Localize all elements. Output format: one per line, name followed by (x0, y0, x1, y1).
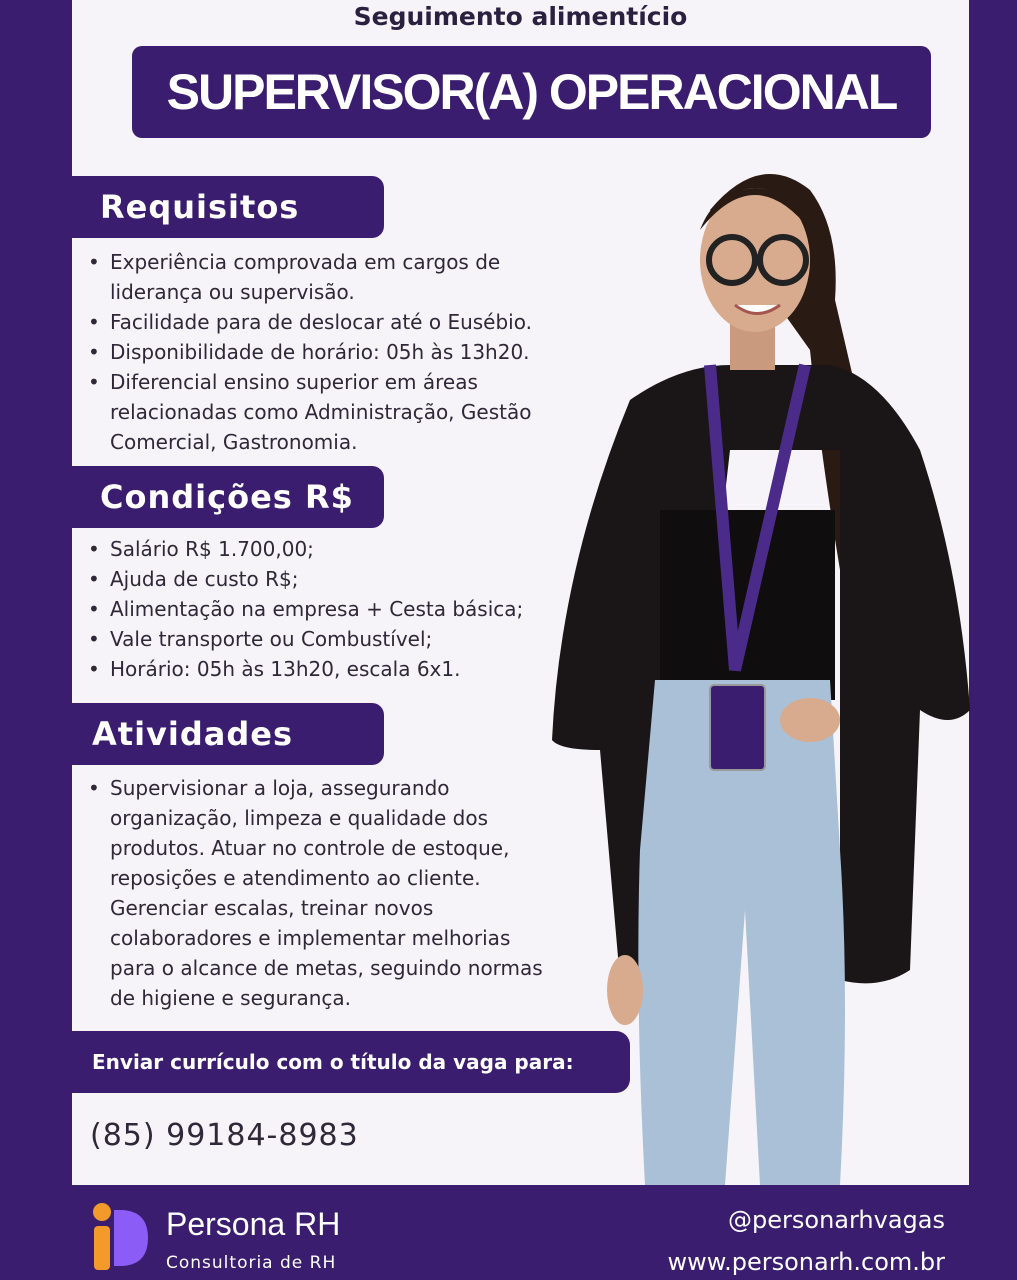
list-item: • Horário: 05h às 13h20, escala 6x1. (88, 654, 568, 684)
list-item: • Facilidade para de deslocar até o Eusébio. (88, 307, 588, 337)
requisitos-list (88, 247, 588, 457)
condicoes-heading: Condições R$ (72, 466, 384, 528)
header-subtitle: Seguimento alimentício (353, 2, 688, 31)
requisitos-heading: Requisitos (72, 176, 384, 238)
activity-line: produtos. Atuar no controle de estoque, (110, 836, 510, 860)
person-photo (540, 150, 980, 1185)
hand-shape (607, 955, 643, 1025)
list-item: • Diferencial ensino superior em áreas relacionadas como Administração, Gestão Comercial, Gastronomia. (88, 367, 588, 457)
activity-line: de higiene e segurança. (110, 986, 352, 1010)
atividades-text (88, 773, 588, 1013)
activity-line: • Supervisionar a loja, assegurando (88, 776, 450, 800)
social-handle[interactable]: @personarhvagas (728, 1206, 945, 1234)
cta-banner: Enviar currículo com o título da vaga para: (72, 1031, 630, 1093)
brand-name: Persona RH (166, 1206, 341, 1242)
list-item: • Experiência comprovada em cargos de liderança ou supervisão. (88, 247, 588, 307)
brand-subtitle: Consultoria de RH (166, 1253, 337, 1273)
title-banner (132, 46, 931, 138)
list-item: • Vale transporte ou Combustível; (88, 624, 568, 654)
activity-line: colaboradores e implementar melhorias (110, 926, 511, 950)
badge-icon (710, 685, 765, 770)
list-item: • Ajuda de custo R$; (88, 564, 568, 594)
list-item: • Disponibilidade de horário: 05h às 13h20. (88, 337, 588, 367)
atividades-heading: Atividades (72, 703, 384, 765)
website-link[interactable]: www.personarh.com.br (667, 1248, 945, 1276)
list-item: • Alimentação na empresa + Cesta básica; (88, 594, 568, 624)
job-title: SUPERVISOR(A) OPERACIONAL (166, 64, 897, 120)
condicoes-list (88, 534, 568, 684)
activity-line: para o alcance de metas, seguindo normas (110, 956, 543, 980)
persona-logo-icon (88, 1202, 150, 1272)
hand-shape (780, 698, 840, 742)
phone-number[interactable]: (85) 99184-8983 (90, 1118, 359, 1153)
activity-line: organização, limpeza e qualidade dos (110, 806, 489, 830)
activity-line: reposições e atendimento ao cliente. (110, 866, 481, 890)
activity-line: Gerenciar escalas, treinar novos (110, 896, 434, 920)
list-item: • Salário R$ 1.700,00; (88, 534, 568, 564)
